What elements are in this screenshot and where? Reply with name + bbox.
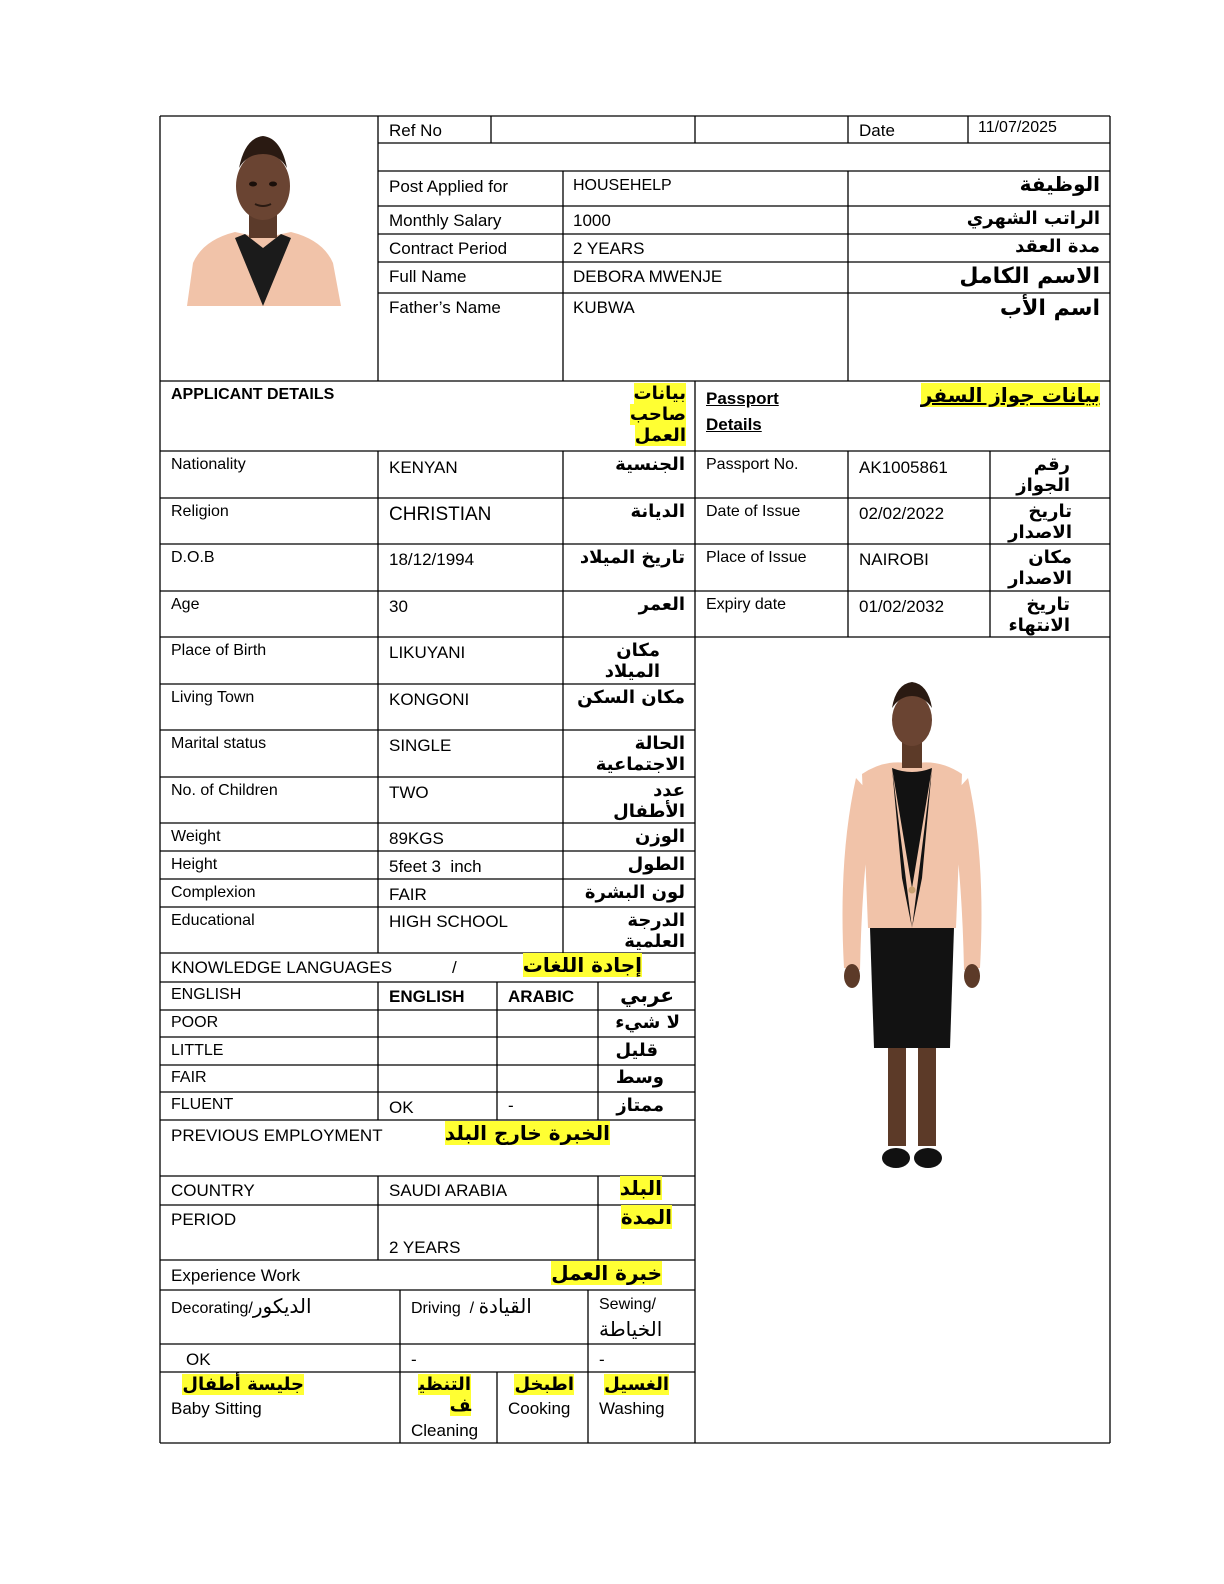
post-label: Post Applied for [389,177,509,196]
place-of-issue-ar: مكان الاصدار [1008,547,1072,589]
post-value[interactable]: HOUSEHELP [573,177,672,194]
father-name-ar: اسم الأب [999,296,1100,321]
place-of-birth-label: Place of Birth [171,642,267,659]
father-name-value[interactable]: KUBWA [573,298,635,317]
previous-employment-title: PREVIOUS EMPLOYMENT [171,1126,383,1145]
languages-title-ar: إجادة اللغات [522,953,642,977]
place-of-issue-label: Place of Issue [706,549,807,566]
contract-ar: مدة العقد [1015,236,1100,257]
living-town-value[interactable]: KONGONI [389,690,470,709]
lang-poor-label: POOR [171,1014,219,1031]
full-name-value[interactable]: DEBORA MWENJE [573,267,723,286]
washing-label: Washing [599,1399,665,1418]
washing-ar: الغسيل [604,1374,669,1395]
lang-fluent-arabic[interactable]: - [508,1096,514,1115]
sewing-value[interactable]: - [599,1350,605,1369]
dob-value[interactable]: 18/12/1994 [389,550,475,569]
decorating-ar: الديكور [252,1296,312,1318]
complexion-label: Complexion [171,884,256,901]
children-value[interactable]: TWO [389,783,429,802]
lang-little-label: LITTLE [171,1042,224,1059]
country-label: COUNTRY [171,1181,255,1200]
lang-fluent-label: FLUENT [171,1096,234,1113]
expiry-date-ar: تاريخ الانتهاء [1008,594,1070,636]
sewing-ar: الخياطة [599,1319,663,1341]
lang-head-arabic: ARABIC [508,987,575,1006]
height-ar: الطول [627,854,685,875]
lang-head-ar: عربي [620,983,674,1007]
applicant-details-title-ar: بيانات صاحب العمل [629,383,686,446]
date-of-issue-label: Date of Issue [706,503,801,520]
lang-head-english: ENGLISH [389,987,465,1006]
weight-ar: الوزن [635,826,685,847]
driving-ar: القيادة [478,1296,532,1318]
lang-head-label: ENGLISH [171,986,242,1003]
weight-label: Weight [171,828,221,845]
experience-work-title-ar: خبرة العمل [551,1261,662,1285]
education-label: Educational [171,912,255,929]
baby-sitting-label: Baby Sitting [171,1399,262,1418]
marital-status-value[interactable]: SINGLE [389,736,452,755]
portrait-photo [183,128,343,306]
father-name-label: Father’s Name [389,298,501,317]
nationality-ar: الجنسية [615,454,685,475]
languages-separator: / [452,958,457,977]
salary-value[interactable]: 1000 [573,211,611,230]
weight-value[interactable]: 89KGS [389,829,444,848]
period-ar: المدة [620,1205,672,1229]
place-of-issue-value[interactable]: NAIROBI [859,550,929,569]
date-value[interactable]: 11/07/2025 [978,119,1057,136]
lang-fair-label: FAIR [171,1069,207,1086]
religion-label: Religion [171,503,229,520]
passport-details-title-ar: بيانات جواز السفر [920,383,1100,407]
lang-fluent-english[interactable]: OK [389,1098,414,1117]
passport-no-value[interactable]: AK1005861 [859,458,948,477]
nationality-label: Nationality [171,456,246,473]
marital-status-ar: الحالة الاجتماعية [595,733,685,775]
country-ar: البلد [619,1176,662,1200]
children-label: No. of Children [171,782,278,799]
lang-fair-ar: وسط [615,1067,664,1088]
baby-sitting-ar: جليسة أطفال [182,1374,304,1395]
full-name-label: Full Name [389,267,467,286]
cleaning-label: Cleaning [411,1421,479,1440]
lang-little-ar: قليل [615,1040,658,1061]
contract-label: Contract Period [389,239,508,258]
living-town-label: Living Town [171,689,255,706]
ref-no-label: Ref No [389,121,442,140]
height-value[interactable]: 5feet 3 inch [389,857,482,876]
passport-details-title: Passport Details [706,389,779,434]
passport-no-label: Passport No. [706,456,799,473]
lang-poor-ar: لا شيء [615,1012,680,1033]
sewing-label: Sewing/ [599,1296,656,1313]
expiry-date-label: Expiry date [706,596,787,613]
education-value[interactable]: HIGH SCHOOL [389,912,509,931]
contract-value[interactable]: 2 YEARS [573,239,645,258]
place-of-birth-ar: مكان الميلاد [604,640,660,682]
experience-work-title: Experience Work [171,1266,301,1285]
complexion-ar: لون البشرة [584,882,685,903]
full-body-photo [826,678,998,1174]
driving-value[interactable]: - [411,1350,417,1369]
decorating-value[interactable]: OK [186,1350,211,1369]
lang-fluent-ar: ممتاز [616,1095,664,1116]
applicant-details-title: APPLICANT DETAILS [171,386,335,403]
languages-title: KNOWLEDGE LANGUAGES [171,958,393,977]
nationality-value[interactable]: KENYAN [389,458,458,477]
cooking-ar: اطبخل [514,1374,574,1395]
period-value[interactable]: 2 YEARS [389,1238,461,1257]
cooking-label: Cooking [508,1399,571,1418]
height-label: Height [171,856,218,873]
age-value[interactable]: 30 [389,597,408,616]
dob-ar: تاريخ الميلاد [579,547,685,568]
age-label: Age [171,596,200,613]
education-ar: الدرجة العلمية [624,910,685,952]
date-of-issue-value[interactable]: 02/02/2022 [859,504,945,523]
previous-employment-title-ar: الخبرة خارج البلد [444,1121,610,1145]
expiry-date-value[interactable]: 01/02/2032 [859,597,945,616]
religion-ar: الديانة [630,501,685,522]
religion-value[interactable]: CHRISTIAN [389,504,492,525]
driving-label: Driving / القيادة [411,1296,532,1318]
date-of-issue-ar: تاريخ الاصدار [1008,501,1072,543]
place-of-birth-value[interactable]: LIKUYANI [389,643,466,662]
date-label: Date [859,121,895,140]
full-name-ar: الاسم الكامل [959,264,1100,289]
country-value[interactable]: SAUDI ARABIA [389,1181,508,1200]
post-ar: الوظيفة [1019,172,1100,196]
living-town-ar: مكان السكن [577,687,685,708]
decorating-label: Decorating/الديكور [171,1296,312,1318]
marital-status-label: Marital status [171,735,267,752]
period-label: PERIOD [171,1210,237,1229]
children-ar: عدد الأطفال [613,780,685,822]
complexion-value[interactable]: FAIR [389,885,427,904]
cleaning-ar: التنظيف [418,1374,471,1416]
passport-no-ar: رقم الجواز [1016,454,1070,496]
salary-ar: الراتب الشهري [966,208,1100,229]
salary-label: Monthly Salary [389,211,502,230]
age-ar: العمر [638,594,685,615]
dob-label: D.O.B [171,549,215,566]
